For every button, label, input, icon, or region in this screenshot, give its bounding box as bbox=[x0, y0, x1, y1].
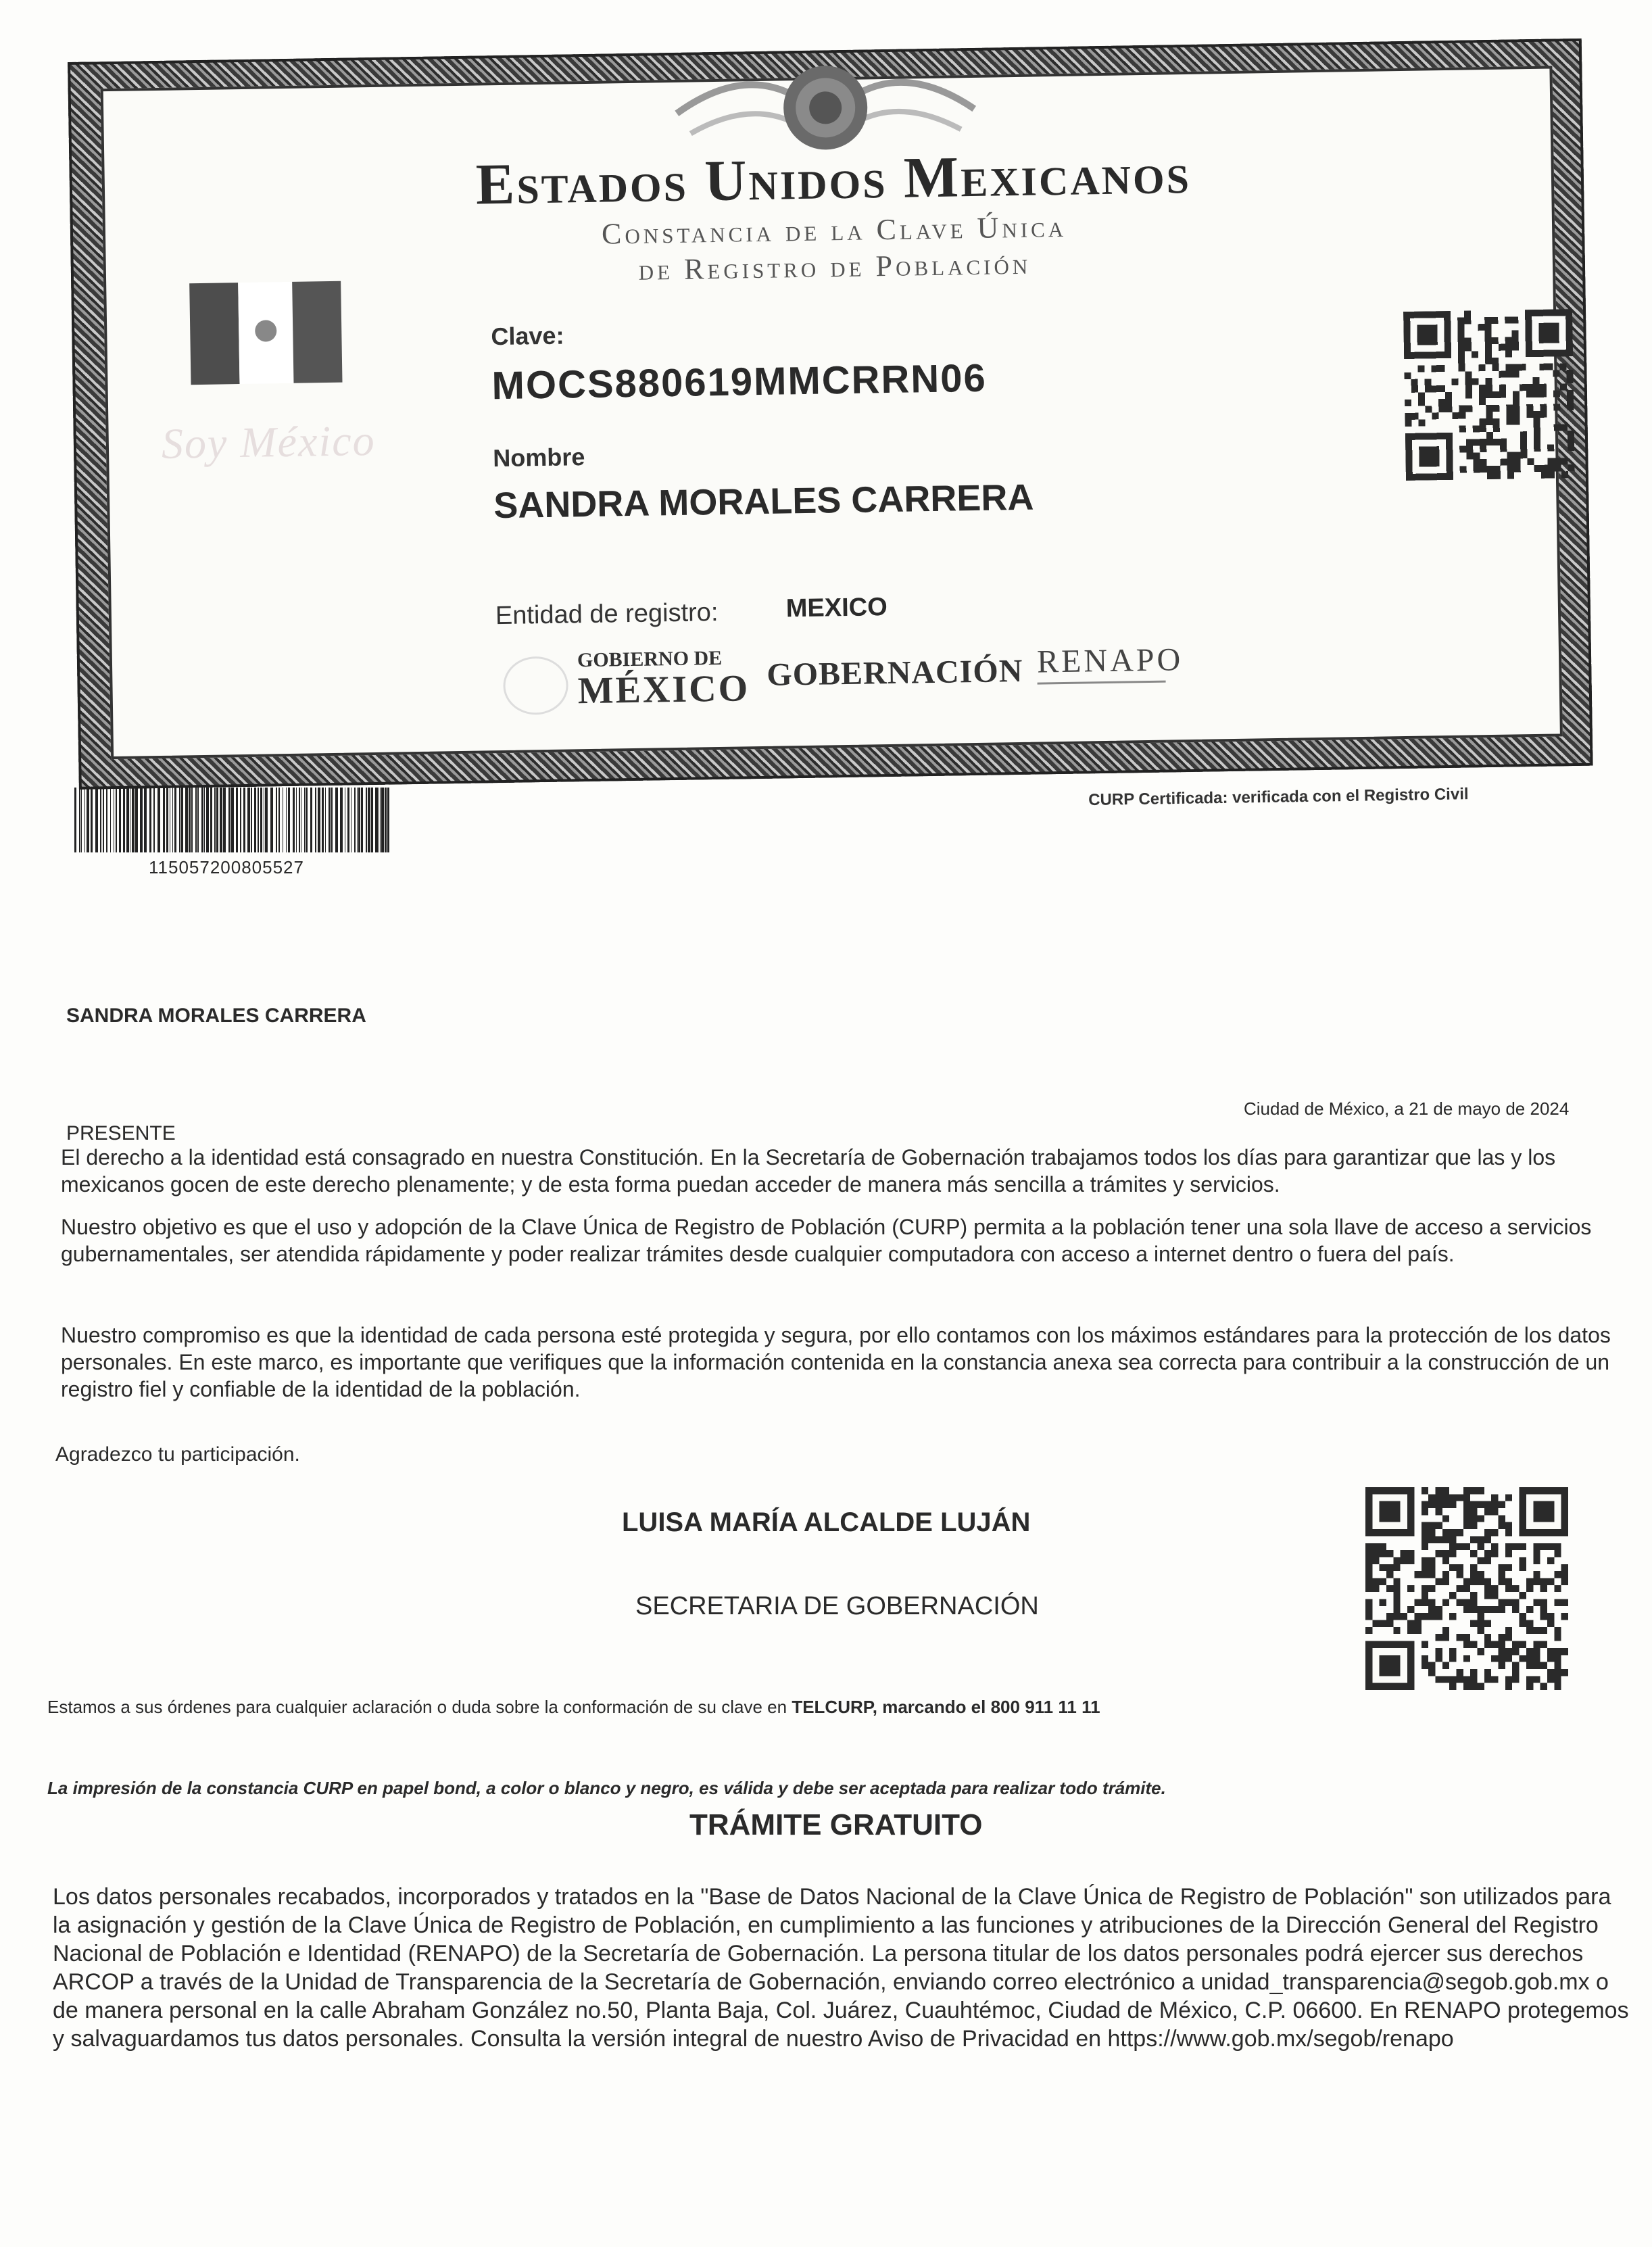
signer-name: LUISA MARÍA ALCALDE LUJÁN bbox=[622, 1507, 1031, 1537]
curp-value: MOCS880619MMCRRN06 bbox=[491, 356, 988, 408]
qr-code-icon bbox=[1403, 309, 1575, 481]
watermark-text: Soy México bbox=[161, 416, 376, 468]
privacy-notice: Los datos personales recabados, incorporados y tratados en la "Base de Datos Nacional de la Clave Única de Registro de Población" son utilizados para la asignación y gestión de la Clave Única de Registro de Población, en cumplimiento a las funciones y atribuciones de la Dirección General del Registro Nacional de Población e Identidad (RENAPO) de la Secretaría de Gobernación. La persona titular de los datos personales podrá ejercer sus derechos ARCOP a través de la Unidad de Transparencia de la Secretaría de Gobernación, enviando correo electrónico a unidad_transparencia@segob.gob.mx o de manera personal en la calle Abraham González no.50, Planta Baja, Col. Juárez, Cuauhtémoc, Ciudad de México, C.P. 06600. En RENAPO protegemos y salvaguardamos tus datos personales. Consulta la versión integral de nuestro Aviso de Privacidad en https://www.gob.mx/segob/renapo bbox=[53, 1884, 1629, 2052]
barcode-icon bbox=[74, 788, 392, 852]
curp-label: Clave: bbox=[491, 321, 564, 351]
barcode-number: 115057200805527 bbox=[149, 857, 304, 877]
letter-thanks: Agradezco tu participación. bbox=[55, 1443, 300, 1466]
letter-paragraph-2: Nuestro objetivo es que el uso y adopción de la Clave Única de Registro de Población (CURP) permita a la población tener una sola llave de acceso a servicios gubernamentales, ser atendida rápidamente y poder realizar trámites desde cualquier computadora con acceso a internet dentro o fuera del país. bbox=[61, 1215, 1592, 1266]
contact-text: Estamos a sus órdenes para cualquier aclaración o duda sobre la conformación de su clave en bbox=[47, 1697, 787, 1717]
curp-certified-note: CURP Certificada: verificada con el Registro Civil bbox=[1088, 785, 1469, 809]
signer-title: SECRETARIA DE GOBERNACIÓN bbox=[635, 1592, 1039, 1620]
mexico-flag-icon bbox=[189, 281, 343, 385]
letter-presente: PRESENTE bbox=[66, 1122, 176, 1144]
letter-date: Ciudad de México, a 21 de mayo de 2024 bbox=[1244, 1098, 1570, 1119]
entity-label: Entidad de registro: bbox=[495, 598, 719, 631]
gobernacion-logo: GOBERNACIÓN bbox=[766, 652, 1023, 693]
certificate-subtitle-line1: Constancia de la Clave Única bbox=[601, 210, 1067, 251]
print-note: La impresión de la constancia CURP en papel bond, a color o blanco y negro, es válida y debe ser aceptada para realizar todo trámite. bbox=[47, 1778, 1166, 1798]
certificate-subtitle bbox=[395, 206, 1275, 292]
certificate-title: Estados Unidos Mexicanos bbox=[475, 140, 1192, 217]
renapo-logo-underline bbox=[1038, 681, 1166, 685]
certificate-content bbox=[68, 39, 1593, 790]
renapo-logo: RENAPO bbox=[1036, 642, 1184, 680]
name-value: SANDRA MORALES CARRERA bbox=[493, 477, 1034, 527]
name-label: Nombre bbox=[492, 443, 585, 473]
entity-value: MEXICO bbox=[785, 593, 888, 623]
gobierno-logo-top: GOBIERNO DE bbox=[577, 646, 723, 672]
gobierno-logo-bottom: MÉXICO bbox=[577, 667, 750, 712]
letter-addressee: SANDRA MORALES CARRERA bbox=[66, 1005, 366, 1027]
contact-phone: TELCURP, marcando el 800 911 11 11 bbox=[792, 1697, 1100, 1717]
signature-qr-code-icon bbox=[1365, 1487, 1568, 1690]
free-procedure-label: TRÁMITE GRATUITO bbox=[689, 1808, 983, 1841]
letter-paragraph-3: Nuestro compromiso es que la identidad de cada persona esté protegida y segura, por ello contamos con los máximos estándares para la protección de los datos personales. En este marco, es importante que verifiques que la información contenida en la constancia anexa sea correcta para contribuir a la construcción de un registro fiel y confiable de la identidad de la población. bbox=[61, 1323, 1611, 1401]
gobierno-emblem-icon bbox=[503, 656, 568, 715]
certificate-subtitle-line2: de Registro de Población bbox=[638, 247, 1031, 287]
contact-note bbox=[47, 1697, 1100, 1718]
letter-paragraph-1: El derecho a la identidad está consagrado en nuestra Constitución. En la Secretaría de Gobernación trabajamos todos los días para garantizar que las y los mexicanos gocen de este derecho plenamente; y de esta forma puedan acceder de manera más sencilla a trámites y servicios. bbox=[61, 1145, 1556, 1197]
